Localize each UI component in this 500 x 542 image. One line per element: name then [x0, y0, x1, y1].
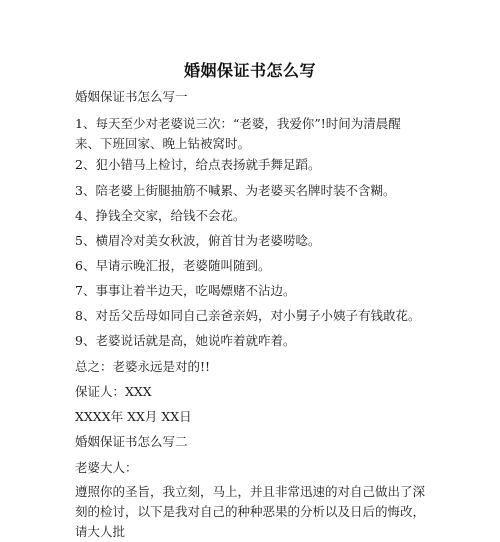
list-item-7: 7、事事让着半边天，吃喝嫖赌不沾边。 [75, 283, 296, 298]
body-paragraph: 遵照你的圣旨，我立刻，马上，并且非常迅速的对自己做出了深刻的检讨，以下是我对自己的种种恶果的分析以及日后的悔改，请大人批 [75, 484, 426, 539]
summary-text: 总之：老婆永远是对的!! [75, 359, 211, 374]
salutation-text: 老婆大人： [75, 460, 138, 475]
list-item-4: 4、挣钱全交家，给钱不会花。 [75, 208, 246, 223]
list-item-8: 8、对岳父岳母如同自己亲爸亲妈，对小舅子小姨子有钱敢花。 [75, 308, 421, 323]
list-item-9: 9、老婆说话就是高，她说咋着就咋着。 [75, 333, 296, 348]
list-item-5: 5、横眉冷对美女秋波，俯首甘为老婆唠唸。 [75, 233, 321, 248]
section-heading-1: 婚姻保证书怎么写一 [75, 89, 188, 104]
document-title: 婚姻保证书怎么写 [183, 61, 316, 80]
list-item-2: 2、犯小错马上检讨，给点表扬就手舞足蹈。 [75, 157, 321, 172]
section-heading-2: 婚姻保证书怎么写二 [75, 434, 188, 449]
guarantor-text: 保证人：XXX [75, 384, 152, 399]
date-text: XXXX年 XX月 XX日 [75, 409, 192, 424]
list-item-6: 6、早请示晚汇报，老婆随叫随到。 [75, 258, 271, 273]
list-item-1: 1、每天至少对老婆说三次：“老婆，我爱你”!时间为清晨醒来、下班回家、晚上钻被窝时。 [75, 116, 401, 151]
list-item-3: 3、陪老婆上街腿抽筋不喊累、为老婆买名牌时装不含糊。 [75, 183, 396, 198]
